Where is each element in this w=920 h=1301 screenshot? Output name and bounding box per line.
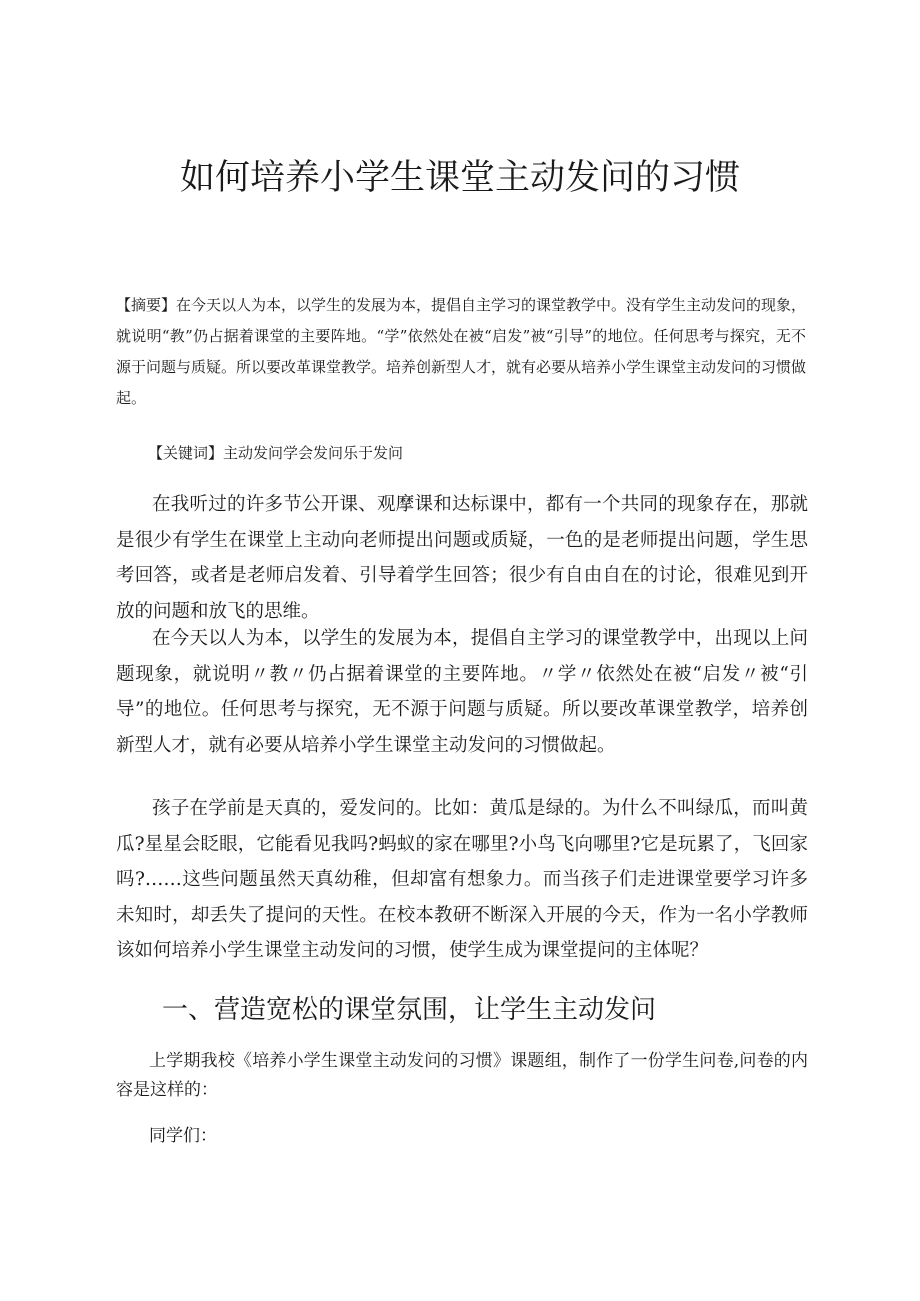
section-heading: 一、营造宽松的课堂氛围，让学生主动发问 (162, 995, 657, 1025)
document-title: 如何培养小学生课堂主动发问的习惯 (179, 158, 740, 198)
section-paragraph: 上学期我校《培养小学生课堂主动发问的习惯》课题组，制作了一份学生问卷,问卷的内容是这样的： (116, 1051, 808, 1100)
abstract-paragraph: 【摘要】在今天以人为本，以学生的发展为本，提倡自主学习的课堂教学中。没有学生主动发问的现象，就说明“教”仍占据着课堂的主要阵地。“学”依然处在被“启发”被“引导”的地位。任何思考与探究，无不源于问题与质疑。所以要改革课堂教学。培养创新型人才，就有必要从培养小学生课堂主动发问的习惯做起。 (116, 296, 807, 407)
body-paragraph-1: 在我听过的许多节公开课、观摩课和达标课中，都有一个共同的现象存在，那就是很少有学生在课堂上主动向老师提出问题或质疑，一色的是老师提出问题，学生思考回答，或者是老师启发着、引导着学生回答；很少有自由自在的讨论，很难见到开放的问题和放飞的思维。 (116, 494, 808, 622)
body-paragraph-2: 在今天以人为本，以学生的发展为本，提倡自主学习的课堂教学中，出现以上问题现象，就说明〃教〃仍占据着课堂的主要阵地。〃学〃依然处在被“启发〃被“引导”的地位。任何思考与探究，无不源于问题与质疑。所以要改革课堂教学，培养创新型人才，就有必要从培养小学生课堂主动发问的习惯做起。 (116, 628, 808, 756)
body-paragraph-3: 孩子在学前是天真的，爱发问的。比如：黄瓜是绿的。为什么不叫绿瓜，而叫黄瓜?星星会眨眼，它能看见我吗?蚂蚁的家在哪里?小鸟飞向哪里?它是玩累了，飞回家吗?……这些问题虽然天真幼稚，但却富有想象力。而当孩子们走进课堂要学习许多未知时，却丢失了提问的天性。在校本教研不断深入开展的今天，作为一名小学教师该如何培养小学生课堂主动发问的习惯，使学生成为课堂提问的主体呢？ (116, 798, 808, 961)
keywords-line: 【关键词】主动发问学会发问乐于发问 (148, 444, 404, 462)
salutation-line: 同学们： (149, 1126, 217, 1146)
